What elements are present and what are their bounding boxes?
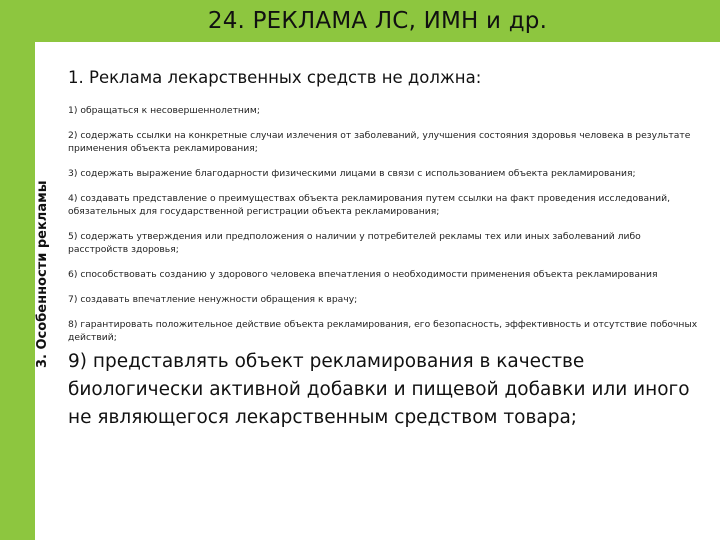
item-list <box>68 104 698 356</box>
list-item: 2) содержать ссылки на конкретные случаи излечения от заболеваний, улучшения состояния здоровья человека в результате применения объекта рекламирования; <box>68 130 691 154</box>
side-label: 3. Особенности рекламы <box>35 180 50 368</box>
list-item-emphasized: 9) представлять объект рекламирования в качестве биологически активной добавки и пищевой добавки или иного не являющегося лекарственным средством товара; <box>68 351 690 428</box>
section-heading: 1. Реклама лекарственных средств не должна: <box>68 68 482 87</box>
slide-title: 24. РЕКЛАМА ЛС, ИМН и др. <box>207 8 548 34</box>
list-item: 1) обращаться к несовершеннолетним; <box>68 105 260 116</box>
list-item: 3) содержать выражение благодарности физическими лицами в связи с использованием объекта рекламирования; <box>68 168 636 179</box>
list-item: 7) создавать впечатление ненужности обращения к врачу; <box>68 294 358 305</box>
side-bar <box>0 0 35 540</box>
list-item: 8) гарантировать положительное действие объекта рекламирования, его безопасность, эффективность и отсутствие побочных действий; <box>68 319 698 343</box>
list-item: 4) создавать представление о преимуществах объекта рекламирования путем ссылки на факт проведения исследований, обязательных для государственной регистрации объекта рекламирования; <box>68 193 670 217</box>
list-item: 6) способствовать созданию у здорового человека впечатления о необходимости применения объекта рекламирования <box>68 269 658 280</box>
list-item: 5) содержать утверждения или предположения о наличии у потребителей рекламы тех или иных заболеваний либо расстройств здоровья; <box>68 231 641 255</box>
